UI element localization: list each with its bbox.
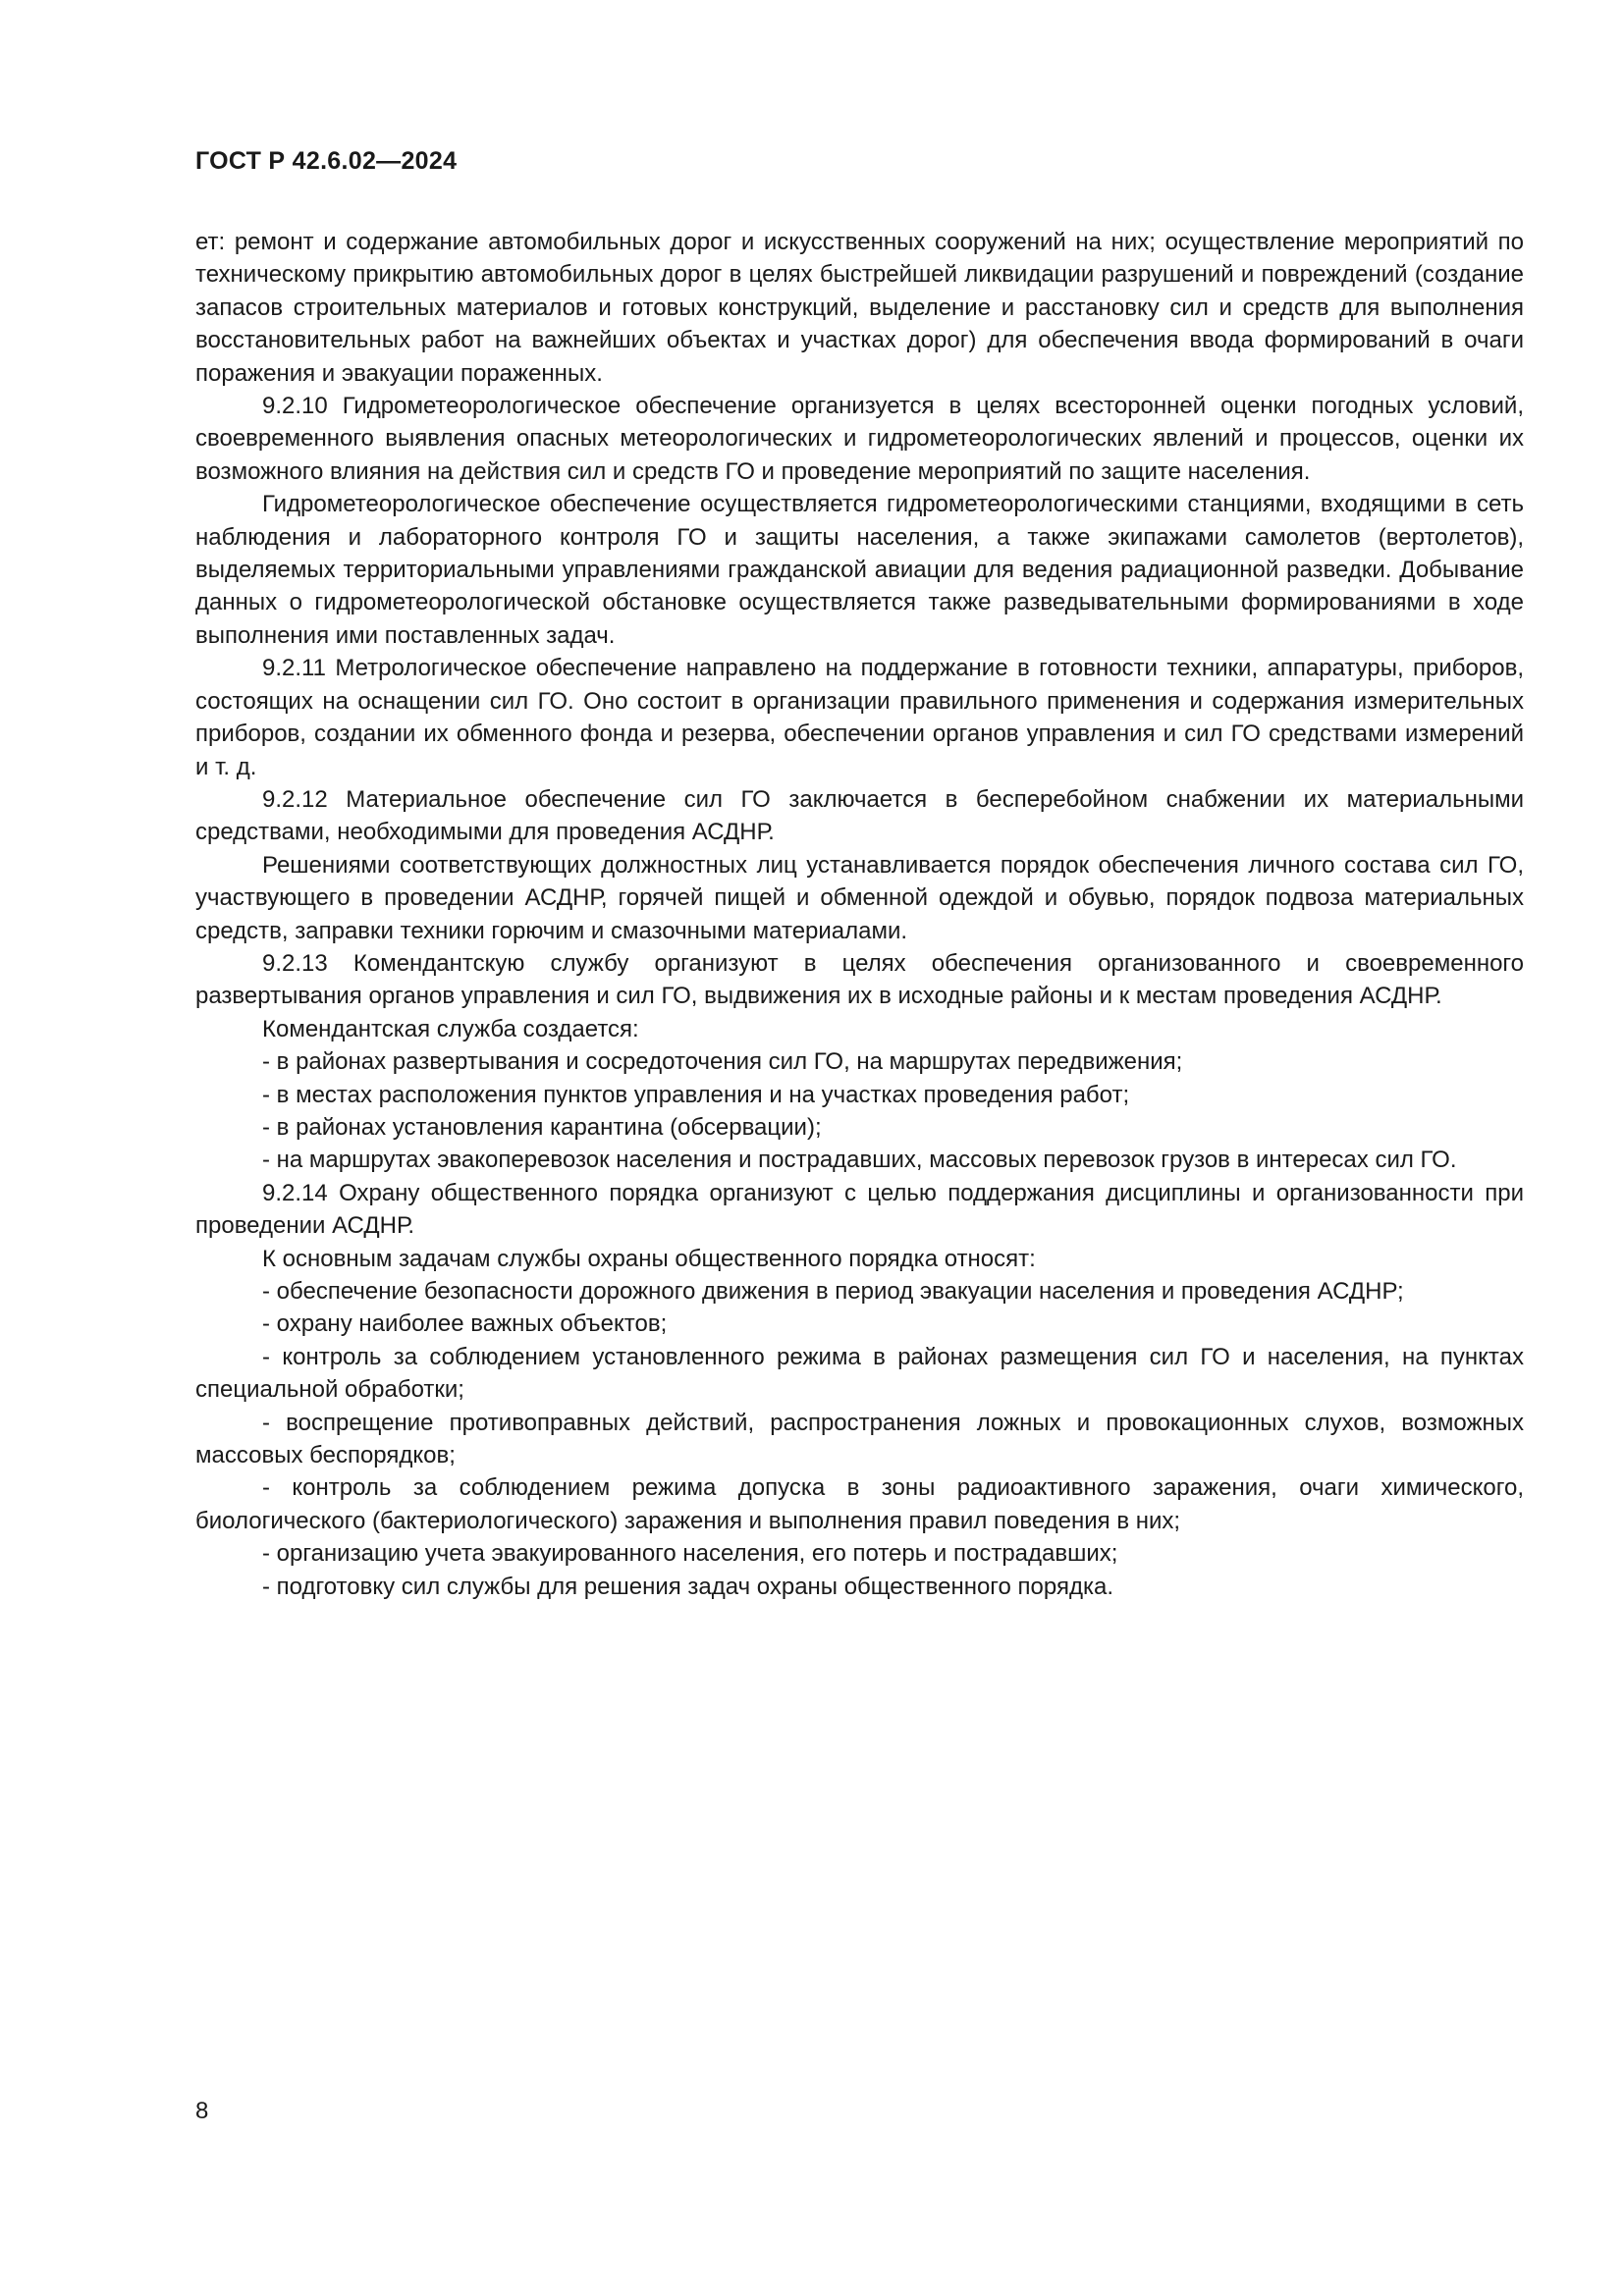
paragraph-commandant-intro: Комендантская служба создается: [262,1015,639,1042]
paragraph-9-2-12: 9.2.12 Материальное обеспечение сил ГО заключается в бесперебойном снабжении их материальными средствами, необходимыми для проведения АСДНР. [195,785,1524,846]
paragraph-supply-order: Решениями соответствующих должностных лиц устанавливается порядок обеспечения личного состава сил ГО, участвующего в проведении АСДНР, горячей пищей и обменной одеждой и обувью, порядок подвоза материальных средств, заправки техники горючим и смазочными материалами. [195,851,1524,944]
list-item: - воспрещение противоправных действий, распространения ложных и провокационных слухов, возможных массовых беспорядков; [195,1409,1524,1469]
list-item: - организацию учета эвакуированного населения, его потерь и пострадавших; [262,1540,1118,1568]
list-item: - подготовку сил службы для решения задач охраны общественного порядка. [262,1573,1114,1600]
paragraph-9-2-11: 9.2.11 Метрологическое обеспечение направлено на поддержание в готовности техники, аппаратуры, приборов, состоящих на оснащении сил ГО. Оно состоит в организации правильного применения и содержания измерительных приборов, создании их обменного фонда и резерва, обеспечении органов управления и сил ГО средствами измерений и т. д. [195,655,1524,780]
paragraph-continuation: ет: ремонт и содержание автомобильных дорог и искусственных сооружений на них; осуществление мероприятий по техническому прикрытию автомобильных дорог в целях быстрейшей ликвидации разрушений и повреждений (создание запасов строительных материалов и готовых конструкций, выделение и расстановку сил и средств для выполнения восстановительных работ на важнейших объектах и участках дорог) для обеспечения ввода формирований в очаги поражения и эвакуации пораженных. [195,229,1524,387]
document-header: ГОСТ Р 42.6.02—2024 [195,147,458,175]
list-item: - контроль за соблюдением установленного режима в районах размещения сил ГО и населения, на пунктах специальной обработки; [195,1343,1524,1404]
document-body [195,226,1524,1603]
list-item: - в местах расположения пунктов управления и на участках проведения работ; [262,1081,1130,1108]
list-item: - в районах установления карантина (обсервации); [262,1113,822,1141]
page-number: 8 [195,2098,209,2124]
paragraph-public-order-intro: К основным задачам службы охраны общественного порядка относят: [262,1245,1036,1272]
paragraph-hydromet-stations: Гидрометеорологическое обеспечение осуществляется гидрометеорологическими станциями, входящими в сеть наблюдения и лабораторного контроля ГО и защиты населения, а также экипажами самолетов (вертолетов), выделяемых территориальными управлениями гражданской авиации для ведения радиационной разведки. Добывание данных о гидрометеорологической обстановке осуществляется также разведывательными формированиями в ходе выполнения ими поставленных задач. [195,491,1524,649]
list-item: - обеспечение безопасности дорожного движения в период эвакуации населения и проведения АСДНР; [262,1278,1404,1305]
paragraph-9-2-10: 9.2.10 Гидрометеорологическое обеспечение организуется в целях всесторонней оценки погодных условий, своевременного выявления опасных метеорологических и гидрометеорологических явлений и процессов, оценки их возможного влияния на действия сил и средств ГО и проведение мероприятий по защите населения. [195,393,1524,485]
paragraph-9-2-13: 9.2.13 Комендантскую службу организуют в целях обеспечения организованного и своевременного развертывания органов управления и сил ГО, выдвижения их в исходные районы и к местам проведения АСДНР. [195,949,1524,1010]
list-item: - в районах развертывания и сосредоточения сил ГО, на маршрутах передвижения; [262,1048,1183,1076]
list-item: - на маршрутах эвакоперевозок населения и пострадавших, массовых перевозок грузов в интересах сил ГО. [262,1147,1457,1174]
list-item: - охрану наиболее важных объектов; [262,1310,668,1338]
paragraph-9-2-14: 9.2.14 Охрану общественного порядка организуют с целью поддержания дисциплины и организованности при проведении АСДНР. [195,1179,1524,1240]
list-item: - контроль за соблюдением режима допуска в зоны радиоактивного заражения, очаги химического, биологического (бактериологического) заражения и выполнения правил поведения в них; [195,1474,1524,1534]
